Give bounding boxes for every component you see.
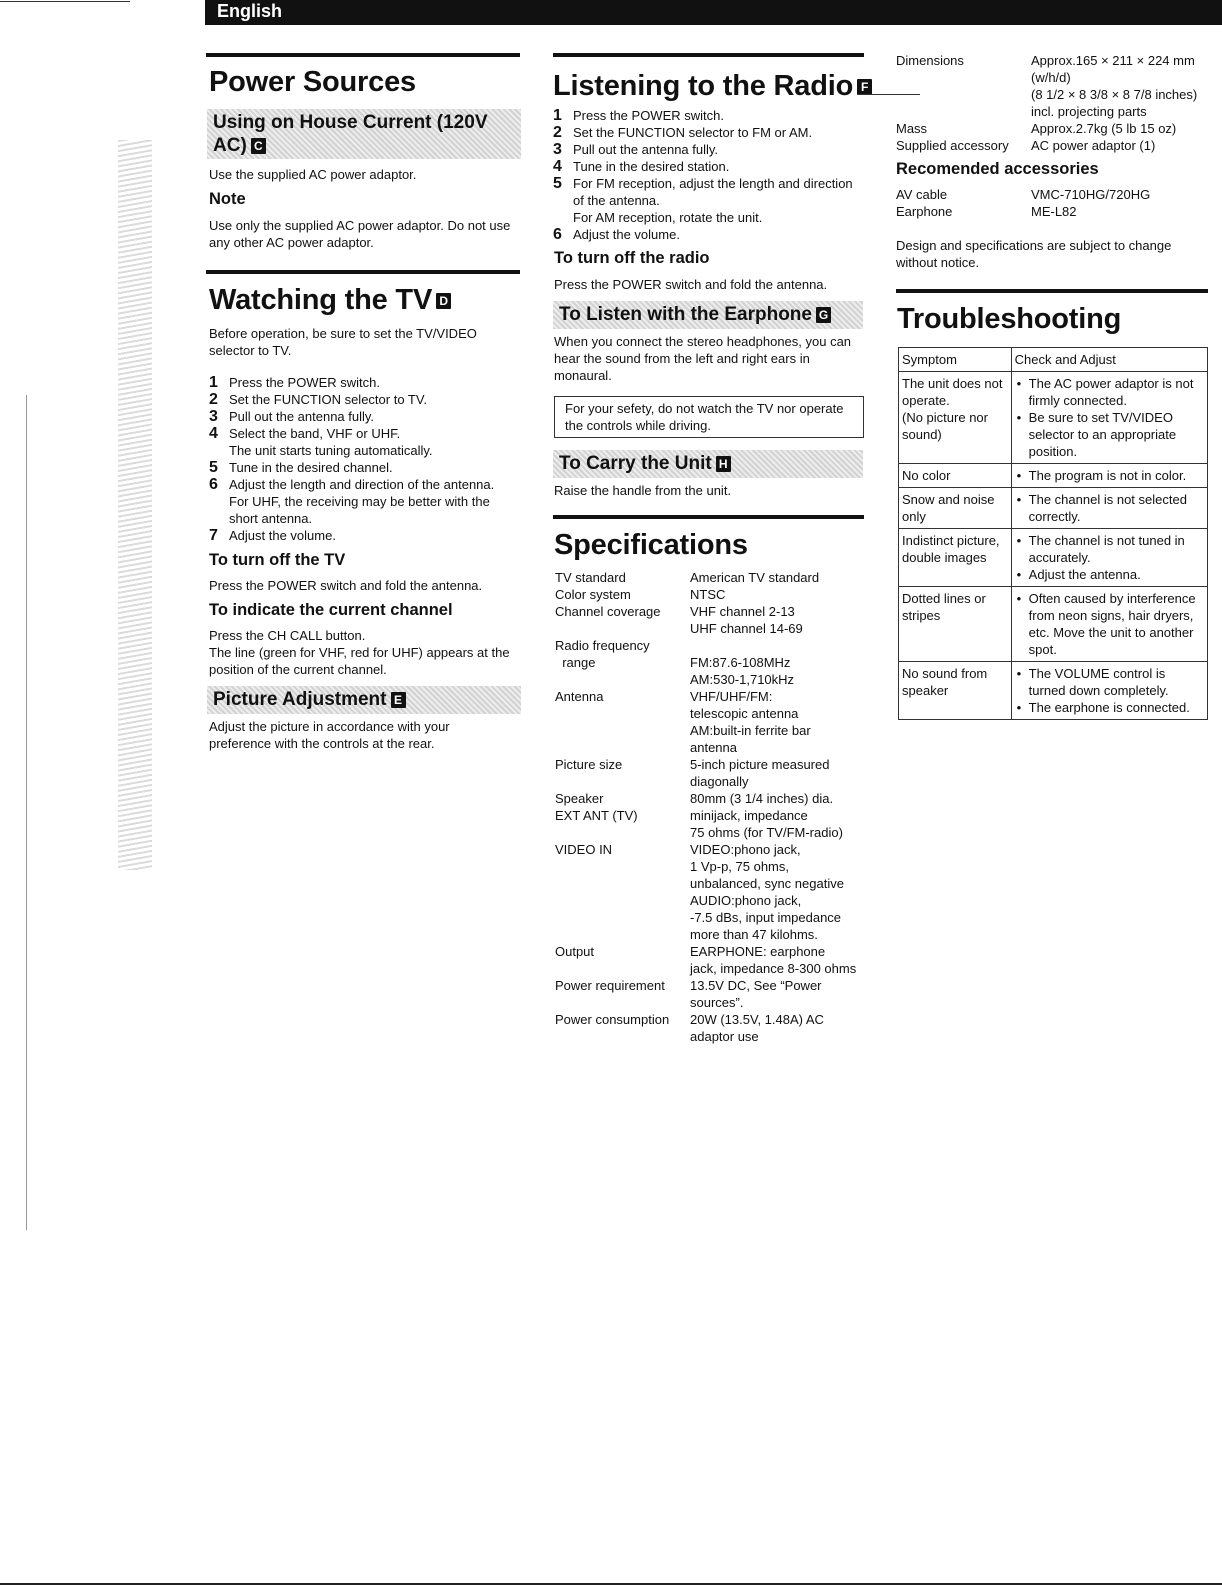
note-text: Use only the supplied AC power adaptor. Do not use any other AC power adaptor. <box>209 218 511 250</box>
step-number: 5 <box>553 175 562 192</box>
carry-unit-text: Raise the handle from the unit. <box>554 483 732 498</box>
watching-tv-title <box>209 284 451 317</box>
spec-label: Supplied accessory <box>896 138 1009 153</box>
table-row <box>899 464 1208 488</box>
radio-title-text: Listening to the Radio <box>553 70 854 102</box>
section-rule <box>206 53 520 57</box>
column-header-check: Check and Adjust <box>1011 348 1207 372</box>
symptom-cell: Indistinct picture, double images <box>899 529 1012 587</box>
figure-badge-c: C <box>251 138 266 154</box>
accessories-list <box>896 186 1216 226</box>
figure-badge-h: H <box>716 456 731 472</box>
symptom-cell: No color <box>899 464 1012 488</box>
spec-label: TV standard <box>555 570 626 585</box>
house-current-line1: Using on House Current (120V <box>213 112 488 133</box>
section-rule <box>553 53 864 57</box>
spec-label: Picture size <box>555 757 623 772</box>
spec-label: Color system <box>555 587 631 602</box>
spec-value: minijack, impedance 75 ohms (for TV/FM-radio) <box>690 808 843 840</box>
radio-steps-list <box>553 107 863 243</box>
channel-title: To indicate the current channel <box>209 601 453 619</box>
check-item: • The channel is not selected correctly. <box>1015 491 1204 525</box>
radio-off-text: Press the POWER switch and fold the antenna. <box>554 277 828 292</box>
step-number: 1 <box>209 374 218 391</box>
language-header-bar <box>205 0 1222 25</box>
step-text: Select the band, VHF or UHF. The unit starts tuning automatically. <box>229 426 433 458</box>
step-item <box>553 107 863 124</box>
language-label: English <box>217 1 283 21</box>
check-item: • The VOLUME control is turned down completely. <box>1015 665 1204 699</box>
radio-title <box>553 70 872 103</box>
step-text: Press the POWER switch. <box>573 108 724 123</box>
safety-warning-box: For your sefety, do not watch the TV nor operate the controls while driving. <box>554 396 864 438</box>
check-cell <box>1011 464 1207 488</box>
step-number: 1 <box>553 107 562 124</box>
specifications-continued <box>896 52 1216 162</box>
step-item <box>553 141 863 158</box>
figure-badge-d: D <box>436 293 451 309</box>
table-row <box>899 587 1208 662</box>
spec-value: NTSC <box>690 587 726 602</box>
symptom-cell: No sound from speaker <box>899 662 1012 720</box>
earphone-subheading <box>553 301 863 329</box>
figure-badge-e: E <box>391 692 406 708</box>
section-rule <box>896 289 1208 293</box>
scan-vertical-line <box>26 395 27 1230</box>
step-item <box>209 374 521 391</box>
tv-off-text: Press the POWER switch and fold the antenna. <box>209 578 483 593</box>
step-item <box>209 527 521 544</box>
carry-unit-subheading <box>553 450 863 478</box>
specifications-list <box>555 569 875 1049</box>
spec-label: Power requirement <box>555 978 665 993</box>
spec-value: 80mm (3 1/4 inches) dia. <box>690 791 834 806</box>
spec-value: Approx.2.7kg (5 lb 15 oz) <box>1031 121 1177 136</box>
channel-text: Press the CH CALL button. The line (green for VHF, red for UHF) appears at the position of the current channel. <box>209 628 510 677</box>
spec-label: Output <box>555 944 595 959</box>
table-header-row <box>899 348 1208 372</box>
step-text: Pull out the antenna fully. <box>573 142 719 157</box>
spec-value: 20W (13.5V, 1.48A) AC adaptor use <box>690 1012 824 1044</box>
step-text: Set the FUNCTION selector to TV. <box>229 392 427 407</box>
spec-label: Mass <box>896 121 928 136</box>
house-current-line2: AC) <box>213 135 247 156</box>
radio-off-title: To turn off the radio <box>554 249 710 267</box>
step-number: 6 <box>209 476 218 493</box>
table-row <box>899 529 1208 587</box>
picture-adjustment-label: Picture Adjustment <box>213 689 387 710</box>
spec-label: Earphone <box>896 204 953 219</box>
check-cell <box>1011 488 1207 529</box>
check-item: • The channel is not tuned in accurately. <box>1015 532 1204 566</box>
note-title: Note <box>209 190 246 208</box>
step-text: Tune in the desired channel. <box>229 460 393 475</box>
step-number: 7 <box>209 527 218 544</box>
watching-tv-title-text: Watching the TV <box>209 284 433 316</box>
picture-adjustment-subheading <box>207 686 521 714</box>
check-item: • Be sure to set TV/VIDEO selector to an appropriate position. <box>1015 409 1204 460</box>
step-item <box>209 425 521 459</box>
step-number: 4 <box>553 158 562 175</box>
check-item: • Adjust the antenna. <box>1015 566 1204 583</box>
symptom-cell: The unit does not operate. (No picture nor sound) <box>899 372 1012 464</box>
step-text: For FM reception, adjust the length and direction of the antenna. For AM reception, rotate the unit. <box>573 176 853 225</box>
check-cell <box>1011 587 1207 662</box>
spec-label: VIDEO IN <box>555 842 613 857</box>
step-text: Adjust the volume. <box>573 227 680 242</box>
power-sources-title: Power Sources <box>209 66 416 98</box>
step-number: 3 <box>209 408 218 425</box>
spec-value: ME-L82 <box>1031 204 1077 219</box>
step-number: 5 <box>209 459 218 476</box>
symptom-cell: Snow and noise only <box>899 488 1012 529</box>
spec-label: Channel coverage <box>555 604 661 619</box>
step-number: 6 <box>553 226 562 243</box>
check-item: • The program is not in color. <box>1015 467 1204 484</box>
section-rule <box>553 515 864 519</box>
step-item <box>209 459 521 476</box>
step-text: Adjust the volume. <box>229 528 336 543</box>
spec-value: 13.5V DC, See “Power sources”. <box>690 978 822 1010</box>
section-rule <box>206 270 520 274</box>
table-row <box>899 488 1208 529</box>
earphone-text: When you connect the stereo headphones, you can hear the sound from the left and right ears in monaural. <box>554 334 852 383</box>
check-cell <box>1011 529 1207 587</box>
step-text: Pull out the antenna fully. <box>229 409 375 424</box>
table-row <box>899 372 1208 464</box>
step-item <box>553 158 863 175</box>
step-item <box>553 226 863 243</box>
spec-label: Power consumption <box>555 1012 670 1027</box>
check-item: • Often caused by interference from neon signs, hair dryers, etc. Move the unit to another spot. <box>1015 590 1204 658</box>
power-sources-text: Use the supplied AC power adaptor. <box>209 167 417 182</box>
step-text: Set the FUNCTION selector to FM or AM. <box>573 125 813 140</box>
check-item: • The AC power adaptor is not firmly connected. <box>1015 375 1204 409</box>
check-item: • The earphone is connected. <box>1015 699 1204 716</box>
spec-label: EXT ANT (TV) <box>555 808 638 823</box>
specifications-title: Specifications <box>554 529 748 561</box>
accessories-title: Recomended accessories <box>896 160 1099 178</box>
picture-adjustment-text: Adjust the picture in accordance with your preference with the controls at the rear. <box>209 719 450 751</box>
step-text: Press the POWER switch. <box>229 375 380 390</box>
spec-value: AC power adaptor (1) <box>1031 138 1156 153</box>
tv-steps-list <box>209 374 521 544</box>
spec-label: Dimensions <box>896 53 964 68</box>
scan-binding-shadow <box>118 140 152 870</box>
spec-value: EARPHONE: earphone jack, impedance 8-300 ohms <box>690 944 857 976</box>
step-text: Adjust the length and direction of the antenna. For UHF, the receiving may be better with the short antenna. <box>229 477 495 526</box>
step-number: 4 <box>209 425 218 442</box>
spec-value: VIDEO:phono jack, 1 Vp-p, 75 ohms, unbalanced, sync negative AUDIO:phono jack, -7.5 dBs, input impedance more than 47 kilohms. <box>690 842 844 942</box>
spec-value: VHF channel 2-13 UHF channel 14-69 <box>690 604 803 636</box>
symptom-cell: Dotted lines or stripes <box>899 587 1012 662</box>
spec-value: American TV standard <box>690 570 820 585</box>
spec-label: Antenna <box>555 689 604 704</box>
step-text: Tune in the desired station. <box>573 159 730 174</box>
design-notice: Design and specifications are subject to change without notice. <box>896 238 1172 270</box>
step-item <box>553 124 863 141</box>
troubleshooting-title: Troubleshooting <box>897 303 1122 335</box>
step-number: 2 <box>553 124 562 141</box>
scan-edge-line <box>0 1 130 2</box>
earphone-label: To Listen with the Earphone <box>559 304 812 325</box>
step-number: 3 <box>553 141 562 158</box>
step-item <box>553 175 863 226</box>
spec-value: VHF/UHF/FM: telescopic antenna AM:built-in ferrite bar antenna <box>690 689 811 755</box>
house-current-subheading <box>207 109 521 159</box>
troubleshooting-table <box>898 347 1208 720</box>
spec-label: Radio frequency range <box>555 638 650 670</box>
spec-value: VMC-710HG/720HG <box>1031 187 1151 202</box>
carry-unit-label: To Carry the Unit <box>559 453 712 474</box>
spec-label: Speaker <box>555 791 604 806</box>
tv-off-title: To turn off the TV <box>209 551 346 569</box>
spec-value: Approx.165 × 211 × 224 mm (w/h/d) (8 1/2 × 8 3/8 × 8 7/8 inches) incl. projecting parts <box>1031 53 1198 119</box>
spec-value: FM:87.6-108MHz AM:530-1,710kHz <box>690 655 795 687</box>
figure-badge-f: F <box>857 79 872 95</box>
spec-label: AV cable <box>896 187 948 202</box>
check-cell <box>1011 662 1207 720</box>
watching-tv-intro: Before operation, be sure to set the TV/VIDEO selector to TV. <box>209 326 477 358</box>
step-number: 2 <box>209 391 218 408</box>
column-header-symptom: Symptom <box>899 348 1012 372</box>
step-item <box>209 391 521 408</box>
figure-badge-g: G <box>816 307 831 323</box>
step-item <box>209 476 521 527</box>
table-row <box>899 662 1208 720</box>
check-cell <box>1011 372 1207 464</box>
spec-value: 5-inch picture measured diagonally <box>690 757 830 789</box>
step-item <box>209 408 521 425</box>
